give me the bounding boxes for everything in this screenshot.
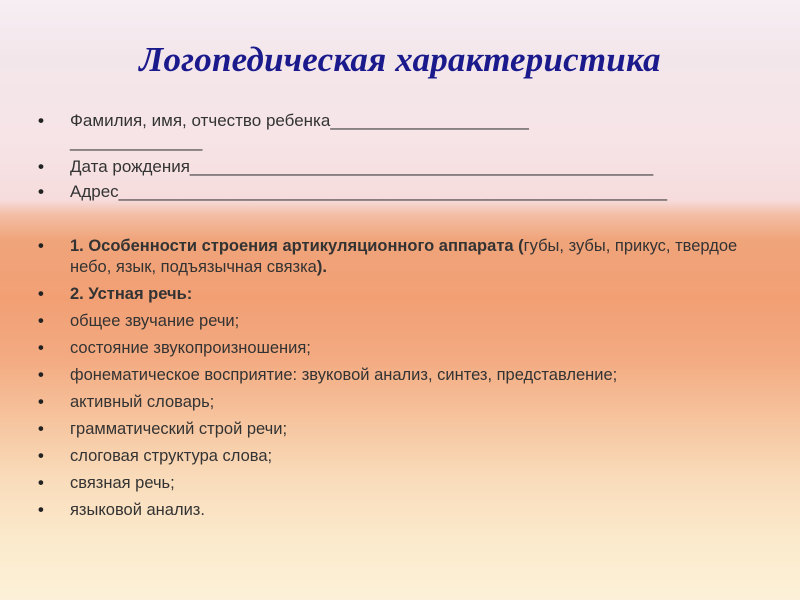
list-item-text: связная речь; [70,474,175,492]
personal-info-list [0,110,760,206]
list-item-text: слоговая структура слова; [70,447,273,465]
list-item-text: общее звучание речи; [70,312,240,330]
list-item [0,446,760,467]
list-item [0,311,760,332]
list-item [0,500,760,521]
list-item [0,365,760,386]
field-full-name-text: Фамилия, имя, отчество ребенка___________________________________ [70,111,529,151]
list-item-text: фонематическое восприятие: звуковой анализ, синтез, представление; [70,366,618,384]
list-item-oral-speech [0,284,760,305]
oral-speech-heading: 2. Устная речь: [70,285,193,303]
field-birth-date [0,156,760,177]
page-title: Логопедическая характеристика [139,40,661,79]
list-item-text: грамматический строй речи; [70,420,288,438]
field-full-name [0,110,760,152]
list-item [0,419,760,440]
field-address [0,181,760,202]
list-item [0,473,760,494]
articulation-details: губы, зубы, прикус, твердое небо, язык, подъязычная связка [70,237,738,276]
list-item [0,392,760,413]
field-address-text: Адрес__________________________________________________________ [70,182,668,201]
characteristics-list [0,236,760,527]
list-item-text: языковой анализ. [70,501,205,519]
list-item [0,338,760,359]
list-item-text: активный словарь; [70,393,215,411]
list-item-text: состояние звукопроизношения; [70,339,311,357]
articulation-end: ). [316,258,327,276]
field-birth-date-text: Дата рождения_________________________________________________ [70,157,654,176]
list-item-articulation [0,236,760,278]
articulation-heading: 1. Особенности строения артикуляционного аппарата ( [70,237,524,255]
